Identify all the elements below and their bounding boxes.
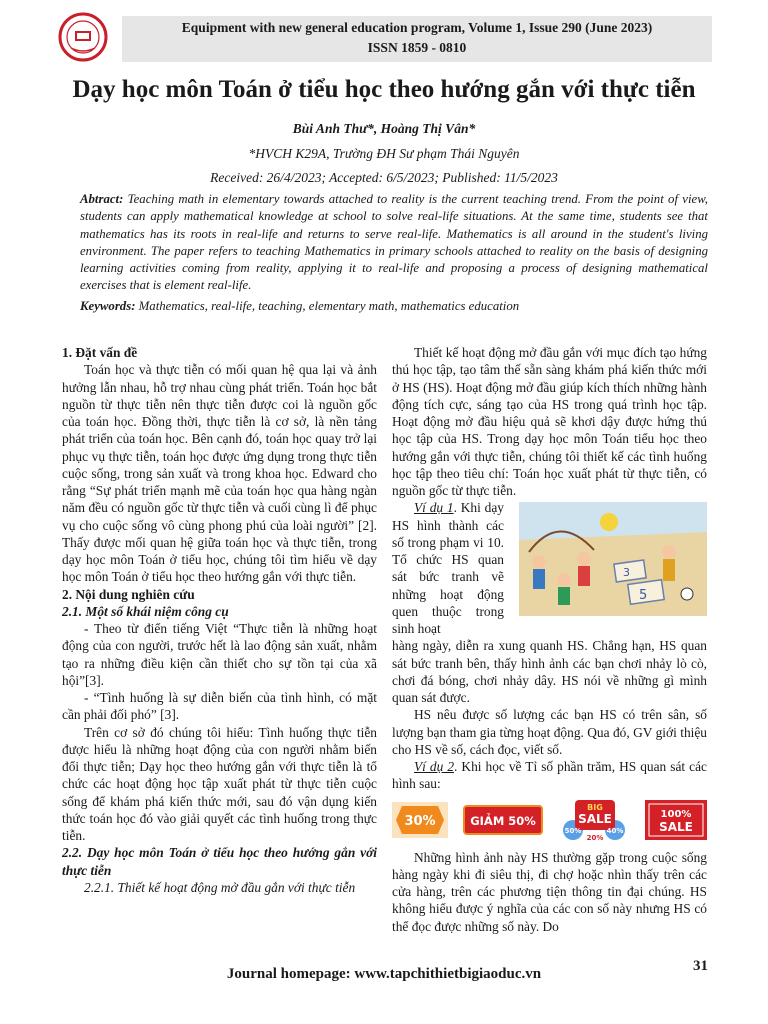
journal-logo — [58, 12, 108, 62]
example-2-text: . Khi học về Tỉ số phần trăm, HS quan sát các hình sau: — [392, 759, 707, 792]
sale-30-percent-badge — [392, 800, 448, 840]
paragraph: hàng ngày, diễn ra xung quanh HS. Chẳng hạn, HS quan sát bức tranh bên, thấy hình ảnh các bạn chơi nhảy lò cò, chơi đá bóng, chơi nhảy dây. HS nói về những gì mình quan sát được. — [392, 638, 707, 705]
paragraph: Thiết kế hoạt động mở đầu gắn với mục đích tạo hứng thú học tập, tạo tâm thế sẵn sàng khám phá kiến thức mới ở HS (HS). Hoạt động mở đầu giúp kích thích những hành động tích cực, sáng tạo của HS trong quá trình học tập. Hoạt động mở đầu hiệu quả sẽ khơi dậy được hứng thú học tập của HS. Trong dạy học môn Toán tiểu học theo hướng gắn với thực tiễn, chúng tôi thiết kế các tình huống học tập theo tiêu chí: Toán học xuất phát từ thực tiễn, có nguồn gốc từ thực tiễn. — [392, 345, 707, 498]
big-sale-top-text: BIG — [586, 802, 603, 812]
subsection-heading-2-1: 2.1. Một số khái niệm công cụ — [62, 603, 229, 619]
sale-30-text: 30% — [404, 813, 436, 829]
sale-100-percent-badge — [645, 800, 707, 840]
keywords — [80, 298, 708, 315]
sale-images-row — [392, 795, 707, 845]
right-column — [392, 344, 707, 935]
sale-50-text: GIẢM 50% — [470, 813, 537, 828]
keywords-label: Keywords: — [80, 299, 136, 313]
paragraph — [392, 499, 504, 637]
paragraph: - Theo từ điển tiếng Việt “Thực tiễn là những hoạt động của con người, trước hết là lao động sản xuất, nhằm tạo ra những điều kiện cần thiết cho sự tồn tại của xã hội”[3]. — [62, 621, 377, 688]
example-1-text: . Khi dạy HS hình thành các số trong phạm vi 10. Tổ chức HS quan sát bức tranh vẽ những hoạt động quen thuộc trong sinh hoạt — [392, 500, 504, 636]
paragraph — [392, 758, 707, 793]
example-1-label: Ví dụ 1 — [414, 500, 454, 516]
paragraph: - “Tình huống là sự diễn biến của tình hình, có mặt cần phải đối phó” [3]. — [62, 690, 377, 723]
journal-issue-line: Equipment with new general education program, Volume 1, Issue 290 (June 2023) — [181, 20, 653, 35]
article-dates: Received: 26/4/2023; Accepted: 6/5/2023; Published: 11/5/2023 — [210, 170, 558, 185]
paragraph: HS nêu được số lượng các bạn HS có trên sân, số lượng bạn tham gia từng hoạt động. Qua đó, GV giới thiệu cho HS về số, cách đọc, viết số. — [392, 707, 707, 757]
journal-header — [122, 16, 712, 62]
big-sale-percent-c: 40% — [606, 826, 624, 835]
article-title: Dạy học môn Toán ở tiểu học theo hướng gắn với thực tiễn — [72, 76, 696, 103]
section-heading-1: 1. Đặt vấn đề — [62, 345, 138, 360]
subsection-heading-2-2: 2.2. Dạy học môn Toán ở tiểu học theo hướng gắn với thực tiễn — [62, 845, 377, 878]
abstract-label: Abtract: — [80, 192, 124, 206]
page-number: 31 — [693, 958, 708, 974]
big-sale-percent-b: 20% — [586, 833, 604, 842]
journal-homepage: Journal homepage: www.tapchithietbigiaoduc.vn — [226, 966, 542, 982]
subsubsection-heading-2-2-1: 2.2.1. Thiết kế hoạt động mở đầu gắn với thực tiễn — [84, 879, 356, 895]
hopscotch-number-5: 5 — [639, 588, 648, 604]
issn: ISSN 1859 - 0810 — [367, 40, 467, 55]
sale-100-bottom-text: SALE — [659, 819, 693, 834]
big-sale-percent-a: 50% — [564, 826, 582, 835]
sale-100-top-text: 100% — [660, 808, 692, 820]
children-playing-illustration — [519, 502, 707, 616]
affiliation: *HVCH K29A, Trường ĐH Sư phạm Thái Nguyên — [248, 146, 520, 161]
paragraph: Trên cơ sở đó chúng tôi hiểu: Tình huống thực tiễn được hiểu là những hoạt động của con người nhằm biến đổi thực tiễn; Dạy học theo hướng gắn với thực tiễn là tổ chức các hoạt động học tập xuất phát từ thực tiễn cuộc sống để khám phá kiến thức mới, sau đó vận dụng kiến thức toán học đó vào giải quyết các tình huống trong thực tiễn. — [62, 724, 377, 843]
example-1-block — [392, 499, 707, 637]
authors: Bùi Anh Thư*, Hoàng Thị Vân* — [292, 121, 476, 136]
hopscotch-number-3: 3 — [623, 566, 630, 580]
abstract-text: Teaching math in elementary towards attached to reality is the current teaching trend. From the point of view, students can apply mathematical knowledge at school to solve real-life situations. At the same time, students see that mathematics has its roots in real-life and returns to serve real-life. Mathematics is all around in the student's living environment. The paper refers to teaching Mathematics in primary schools attached to reality on the basis of designing learning activities coming from reality, applying it to real-life and proposing a process of designing mathematical exercises that is element real-life. — [80, 192, 708, 293]
left-column — [62, 344, 377, 896]
big-sale-badge — [559, 796, 631, 844]
big-sale-mid-text: SALE — [577, 811, 612, 826]
abstract — [80, 191, 708, 295]
paragraph: Toán học và thực tiễn có mối quan hệ qua lại và ảnh hưởng lẫn nhau, hỗ trợ nhau cùng phát triển. Toán học bắt nguồn từ thực tiễn nên thực tiễn được coi là nguồn gốc của toán học. Đồng thời, thực tiễn là cơ sở, là nền tảng phát triển của toán học. Bên cạnh đó, toán học quay trở lại phục vụ thực tiễn, toán học được ứng dụng trong thực tiễn cuộc sống, trong sản xuất và trong khoa học. Edward cho rằng “Sự phát triển mạnh mẽ của toán học qua hàng ngàn năm đều có nguồn gốc từ thực tiễn và cuối cùng lì để phục vụ cho cuộc sống vô cùng phong phú của loài người” [2]. Thấy được mối quan hệ giữa toán học và thực tiễn, trong dạy học môn Toán ở tiểu học, chúng tôi tìm hiểu về dạy học môn Toán ở tiểu học theo hướng gắn với thực tiễn. — [62, 362, 377, 585]
example-2-label: Ví dụ 2 — [414, 759, 455, 774]
section-heading-2: 2. Nội dung nghiên cứu — [62, 586, 195, 602]
sale-50-percent-badge — [462, 800, 544, 840]
keywords-text: Mathematics, real-life, teaching, elementary math, mathematics education — [135, 299, 520, 313]
paragraph: Những hình ảnh này HS thường gặp trong cuộc sống hàng ngày khi đi siêu thị, đi chợ hoặc nhìn thấy trên các cửa hàng, trên các phương tiện thông tin đại chúng. HS không hiểu được ý nghĩa của các con số này nhưng HS có thể đọc được những số này. Do — [392, 849, 707, 934]
